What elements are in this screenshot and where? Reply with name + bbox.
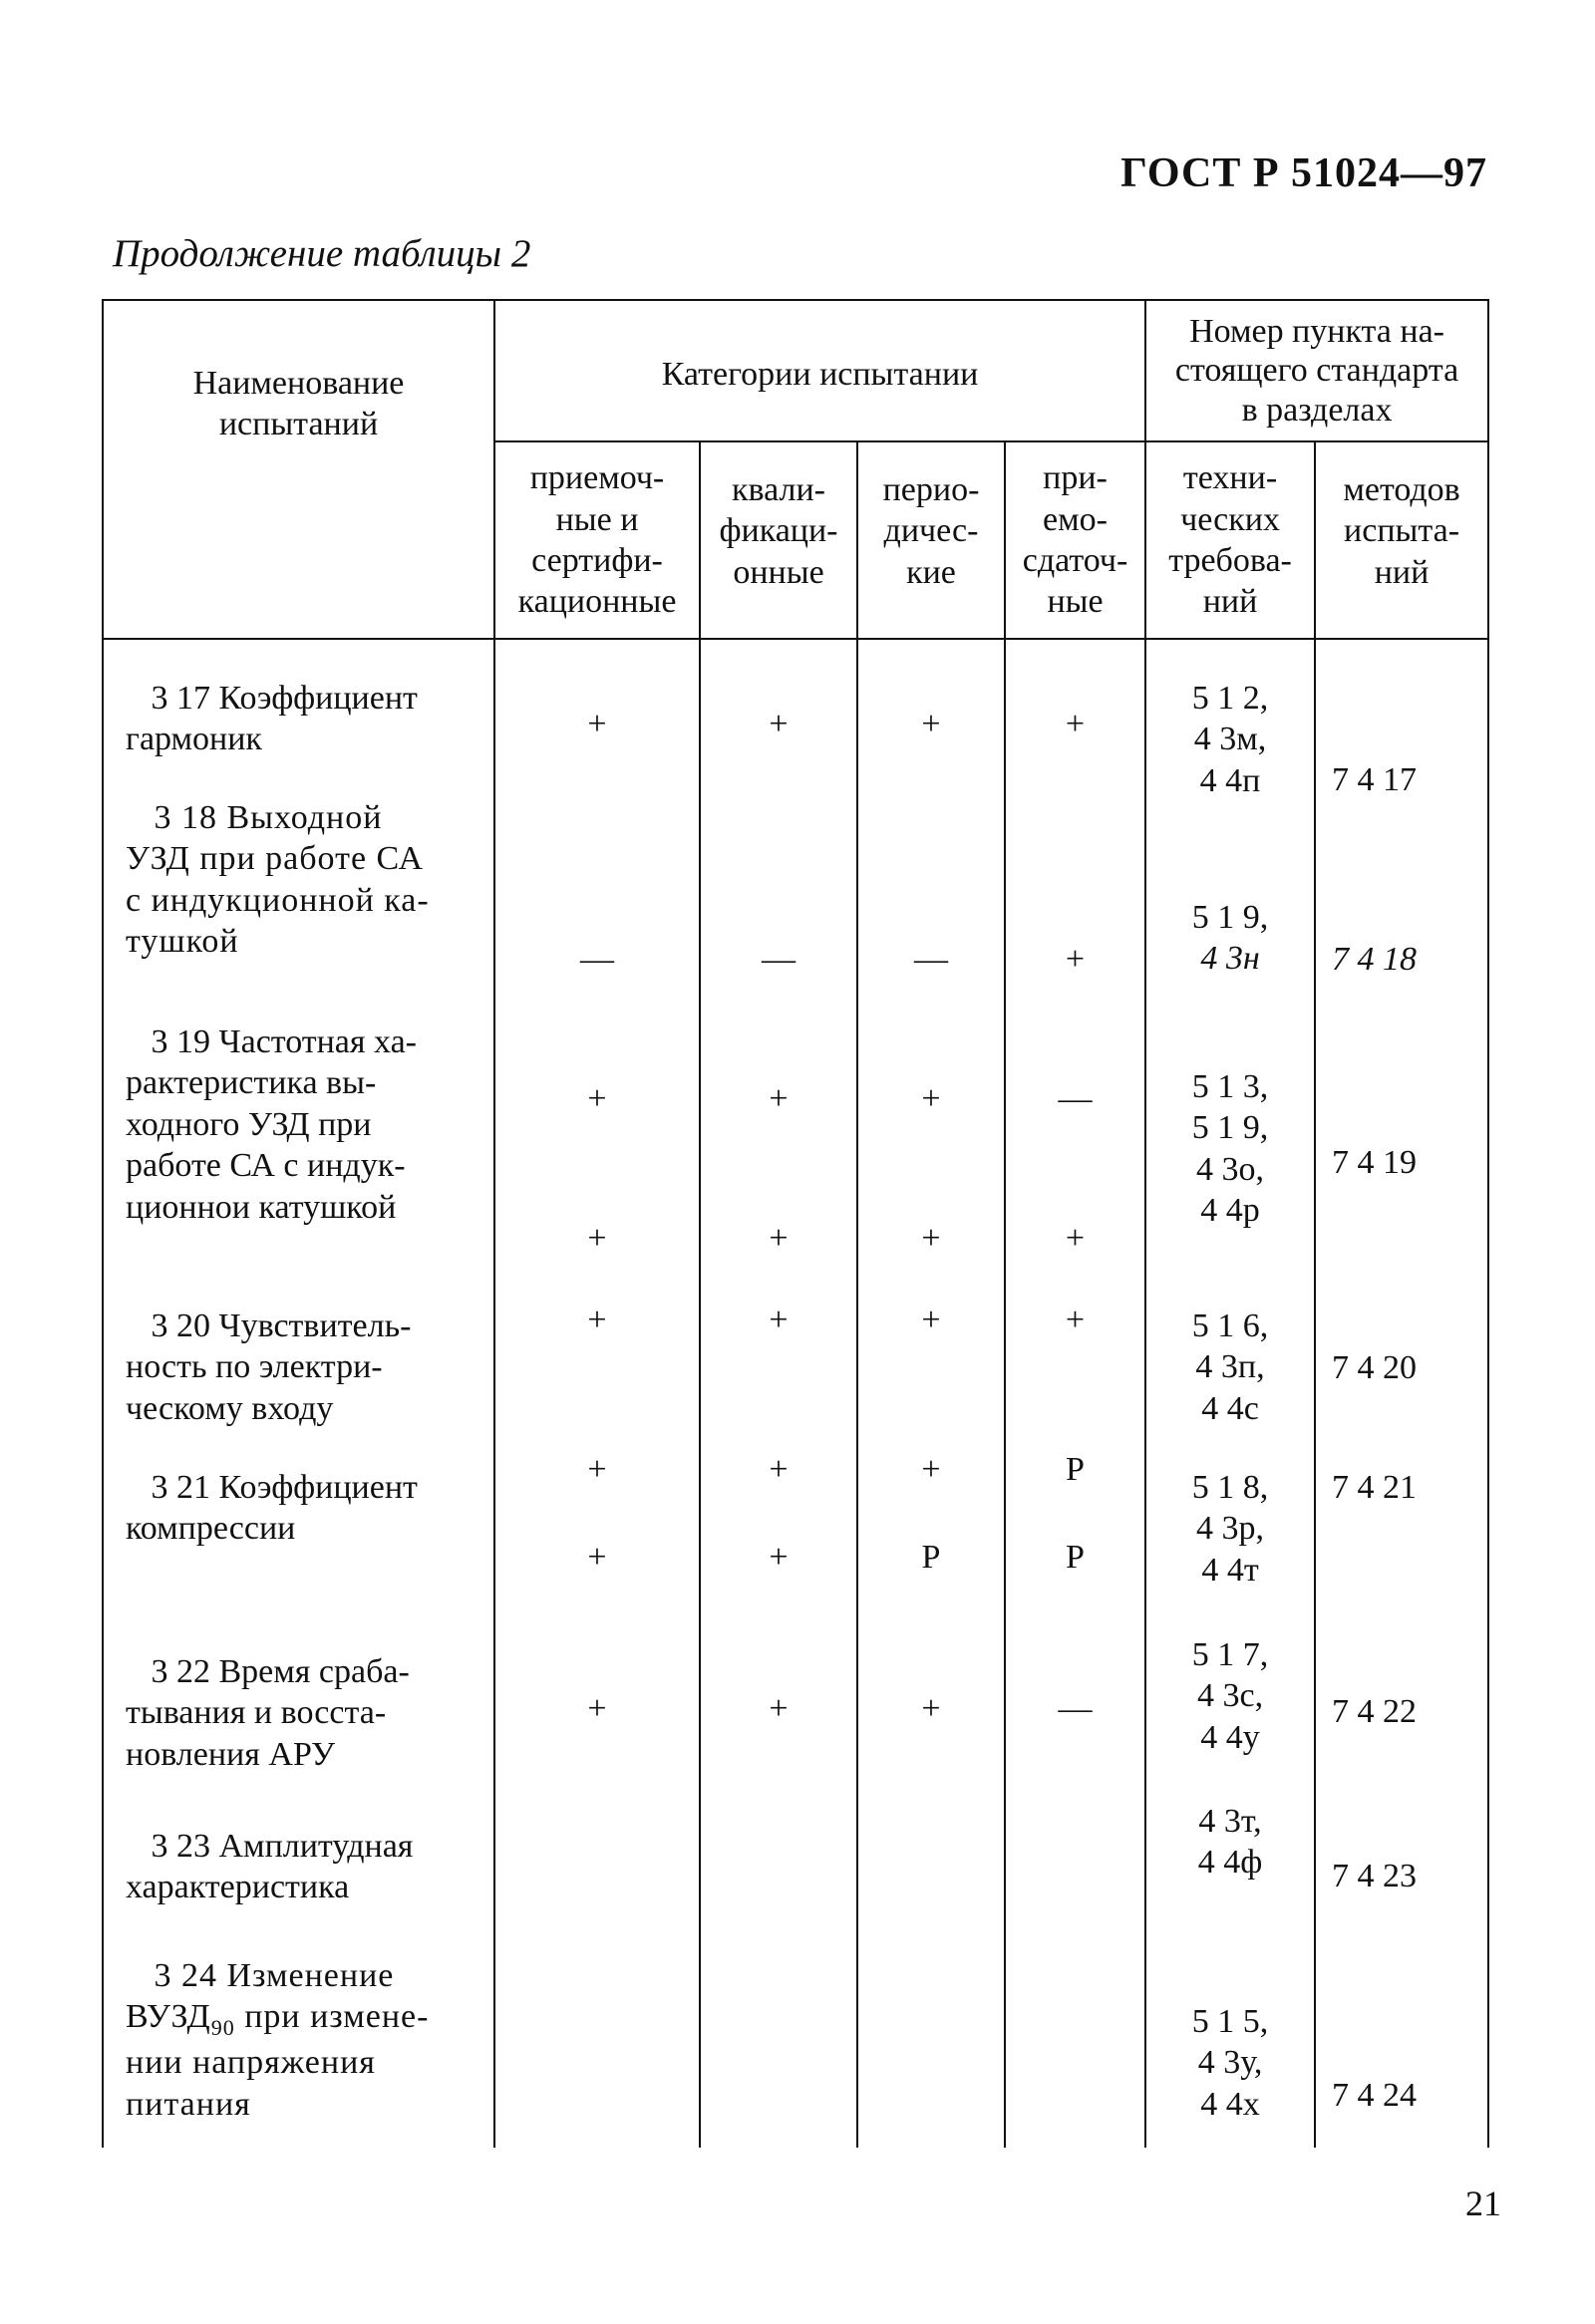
- cell-mark: —: [1058, 1080, 1093, 1117]
- header-test-methods: методов испыта- ний: [1315, 441, 1488, 639]
- cell-mark: +: [1065, 941, 1086, 978]
- tech-ref-18: 5 1 9, 4 3н: [1191, 899, 1269, 978]
- tech-ref-22: 5 1 7, 4 3с, 4 4у: [1191, 1636, 1269, 1756]
- cell-mark: +: [587, 706, 607, 742]
- table-row-name: 3 24 Изменение $ВУЗД_{90}$ при измене- нии напряжения питания: [126, 1957, 430, 2123]
- cell-mark: +: [921, 1080, 941, 1117]
- method-ref: 7 4 18: [1332, 941, 1418, 978]
- header-test-categories: Категории испытании: [494, 300, 1145, 441]
- header-technical-requirements: техни- ческих требова- ний: [1145, 441, 1315, 639]
- page-number: 21: [1465, 2183, 1501, 2223]
- document-code: ГОСТ Р 51024—97: [1120, 150, 1487, 196]
- cell-mark: +: [587, 1451, 607, 1488]
- method-ref: 7 4 21: [1332, 1469, 1418, 1506]
- method-ref: 7 4 17: [1332, 761, 1418, 798]
- header-test-name: Наименование испытаний: [103, 300, 494, 639]
- cell-mark: +: [769, 1539, 789, 1576]
- cell-mark: —: [1058, 1690, 1093, 1727]
- cell-mark: Р: [921, 1539, 941, 1576]
- table-row-name: 3 17 Коэффициент гармоник: [126, 680, 418, 758]
- cell-mark: Р: [1066, 1539, 1085, 1576]
- cell-mark: +: [769, 1220, 789, 1257]
- table-row-name: 3 21 Коэффициент компрессии: [126, 1469, 418, 1548]
- tech-ref-20: 5 1 6, 4 3п, 4 4с: [1191, 1307, 1269, 1427]
- cell-mark: +: [921, 1302, 941, 1338]
- table-row-name: 3 19 Частотная ха- рактеристика вы- ходного УЗД при работе СА с индук- ционнои катушкой: [126, 1023, 417, 1226]
- cell-mark: +: [1065, 1302, 1086, 1338]
- cell-mark: +: [769, 1080, 789, 1117]
- cell-mark: +: [921, 706, 941, 742]
- column-acceptance-certification: [494, 639, 700, 2148]
- method-ref: 7 4 20: [1332, 1349, 1418, 1386]
- cell-mark: +: [921, 1690, 941, 1727]
- method-ref: 7 4 19: [1332, 1144, 1418, 1181]
- method-ref: 7 4 24: [1332, 2077, 1418, 2114]
- cell-mark: +: [921, 1451, 941, 1488]
- tech-ref-23: 4 3т, 4 4ф: [1197, 1803, 1263, 1882]
- table-row-name: 3 23 Амплитудная характеристика: [126, 1828, 414, 1906]
- cell-mark: +: [587, 1539, 607, 1576]
- header-clause-numbers: Номер пункта на- стоящего стандарта в разделах: [1145, 300, 1488, 441]
- header-acceptance-certification: приемоч- ные и сертифи- кационные: [494, 441, 700, 639]
- cell-mark: +: [769, 1451, 789, 1488]
- table-row-name: 3 22 Время сраба- тывания и восста- новления АРУ: [126, 1653, 410, 1773]
- column-acceptance-delivery: [1005, 639, 1145, 2148]
- cell-mark: +: [587, 1080, 607, 1117]
- method-ref: 7 4 23: [1332, 1858, 1418, 1894]
- column-qualification: [700, 639, 857, 2148]
- cell-mark: +: [769, 1690, 789, 1727]
- tech-ref-21: 5 1 8, 4 3р, 4 4т: [1191, 1469, 1269, 1589]
- tech-ref-17: 5 1 2, 4 3м, 4 4п: [1191, 680, 1269, 799]
- column-test-names: [103, 639, 494, 2148]
- table-row-name: 3 20 Чувствитель- ность по электри- ческому входу: [126, 1307, 412, 1427]
- table-row-name: 3 18 Выходной УЗД при работе СА с индукционной ка- тушкой: [126, 799, 430, 961]
- cell-mark: Р: [1066, 1451, 1085, 1488]
- cell-mark: +: [1065, 706, 1086, 742]
- column-technical-requirements: [1145, 639, 1315, 2148]
- header-acceptance-delivery: при- емо- сдаточ- ные: [1005, 441, 1145, 639]
- tests-table: [102, 299, 1487, 2146]
- header-periodic: перио- дичес- кие: [857, 441, 1005, 639]
- cell-mark: —: [580, 941, 614, 978]
- cell-mark: +: [587, 1220, 607, 1257]
- cell-mark: +: [1065, 1220, 1086, 1257]
- cell-mark: +: [769, 1302, 789, 1338]
- column-periodic: [857, 639, 1005, 2148]
- cell-mark: +: [587, 1690, 607, 1727]
- cell-mark: +: [587, 1302, 607, 1338]
- cell-mark: +: [921, 1220, 941, 1257]
- table-continuation-caption: Продолжение таблицы 2: [113, 232, 531, 275]
- cell-mark: +: [769, 706, 789, 742]
- cell-mark: —: [914, 941, 948, 978]
- header-qualification: квали- фикаци- онные: [700, 441, 857, 639]
- tech-ref-24: 5 1 5, 4 3у, 4 4х: [1191, 2003, 1269, 2123]
- method-ref: 7 4 22: [1332, 1693, 1418, 1730]
- column-test-methods: [1315, 639, 1488, 2148]
- cell-mark: —: [762, 941, 796, 978]
- tech-ref-19: 5 1 3, 5 1 9, 4 3о, 4 4р: [1191, 1068, 1269, 1230]
